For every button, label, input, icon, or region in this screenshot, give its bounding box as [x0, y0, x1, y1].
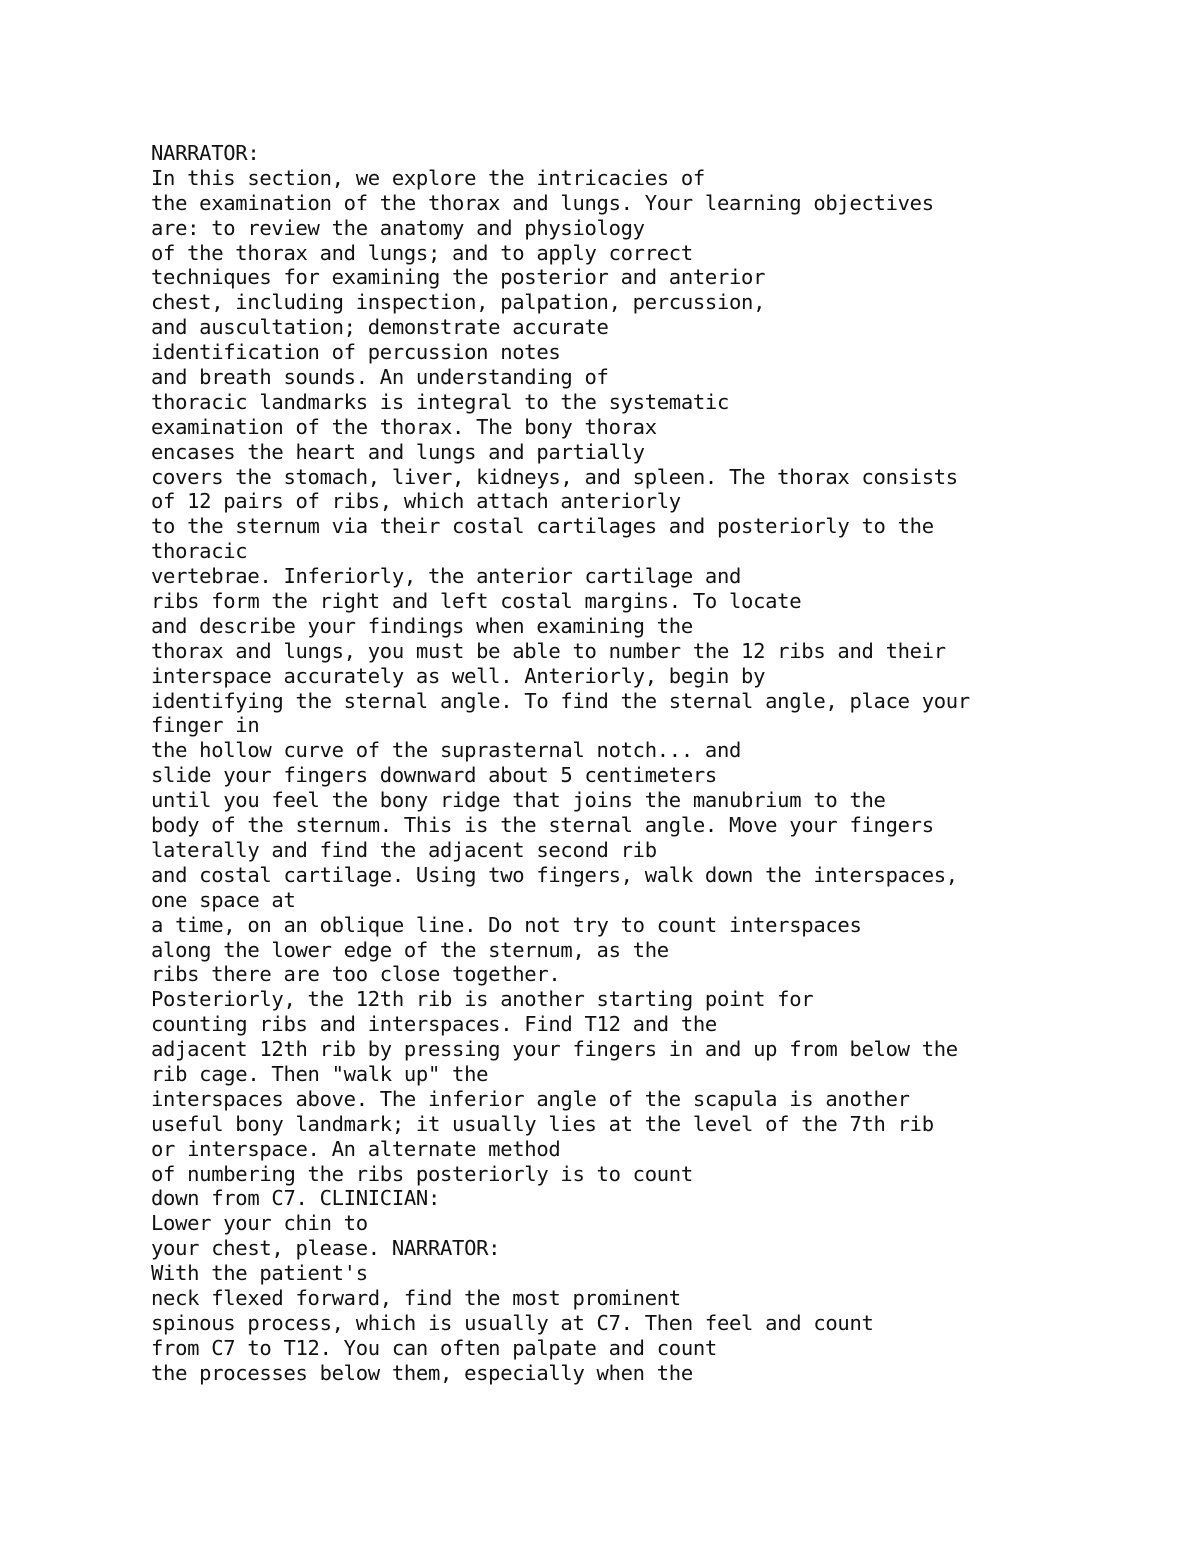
transcript-line: are: to review the anatomy and physiology — [151, 215, 645, 240]
transcript-line: thorax and lungs, you must be able to number the 12 ribs and their — [151, 638, 946, 663]
transcript-line: until you feel the bony ridge that joins the manubrium to the — [151, 788, 886, 813]
transcript-line: chest, including inspection, palpation, percussion, — [151, 290, 766, 315]
transcript-line: With the patient's — [151, 1261, 368, 1286]
transcript-line: ribs form the right and left costal margins. To locate — [151, 589, 802, 614]
transcript-line: the hollow curve of the suprasternal notch... and — [151, 738, 742, 763]
transcript-line: or interspace. An alternate method — [151, 1136, 561, 1161]
transcript-text — [151, 141, 1151, 1386]
transcript-line: vertebrae. Inferiorly, the anterior cartilage and — [151, 564, 742, 589]
transcript-line: identification of percussion notes — [151, 340, 561, 365]
transcript-line: covers the stomach, liver, kidneys, and spleen. The thorax consists — [151, 464, 958, 489]
transcript-line: of the thorax and lungs; and to apply correct — [151, 240, 693, 265]
transcript-line: laterally and find the adjacent second rib — [151, 837, 657, 862]
transcript-line: of numbering the ribs posteriorly is to count — [151, 1161, 693, 1186]
transcript-line: Posteriorly, the 12th rib is another starting point for — [151, 987, 814, 1012]
transcript-line: In this section, we explore the intricacies of — [151, 165, 705, 190]
transcript-line: spinous process, which is usually at C7. Then feel and count — [151, 1310, 874, 1335]
transcript-line: slide your fingers downward about 5 centimeters — [151, 763, 717, 788]
transcript-line: thoracic — [151, 539, 248, 564]
transcript-line: your chest, please. NARRATOR: — [151, 1236, 501, 1261]
transcript-line: ribs there are too close together. — [151, 962, 561, 987]
transcript-line: useful bony landmark; it usually lies at the level of the 7th rib — [151, 1111, 934, 1136]
transcript-line: identifying the sternal angle. To find the sternal angle, place your — [151, 688, 970, 713]
transcript-line: thoracic landmarks is integral to the systematic — [151, 389, 730, 414]
transcript-line: adjacent 12th rib by pressing your fingers in and up from below the — [151, 1037, 958, 1062]
transcript-line: and auscultation; demonstrate accurate — [151, 315, 609, 340]
transcript-line: examination of the thorax. The bony thorax — [151, 414, 657, 439]
transcript-line: and costal cartilage. Using two fingers, walk down the interspaces, — [151, 862, 958, 887]
transcript-line: interspaces above. The inferior angle of the scapula is another — [151, 1086, 910, 1111]
transcript-line: techniques for examining the posterior and anterior — [151, 265, 766, 290]
transcript-line: from C7 to T12. You can often palpate and count — [151, 1335, 717, 1360]
transcript-line: rib cage. Then "walk up" the — [151, 1061, 489, 1086]
transcript-line: NARRATOR: — [151, 141, 260, 165]
transcript-line: Lower your chin to — [151, 1211, 368, 1236]
transcript-line: body of the sternum. This is the sternal angle. Move your fingers — [151, 813, 934, 838]
transcript-line: and describe your findings when examining the — [151, 613, 693, 638]
transcript-line: encases the heart and lungs and partially — [151, 439, 645, 464]
transcript-line: finger in — [151, 713, 260, 738]
transcript-line: along the lower edge of the sternum, as the — [151, 937, 669, 962]
transcript-line: one space at — [151, 887, 296, 912]
transcript-line: counting ribs and interspaces. Find T12 and the — [151, 1012, 717, 1037]
transcript-line: interspace accurately as well. Anteriorly, begin by — [151, 663, 766, 688]
transcript-line: and breath sounds. An understanding of — [151, 365, 609, 390]
transcript-line: a time, on an oblique line. Do not try to count interspaces — [151, 912, 862, 937]
transcript-line: down from C7. CLINICIAN: — [151, 1186, 441, 1211]
transcript-line: to the sternum via their costal cartilages and posteriorly to the — [151, 514, 934, 539]
transcript-line: the processes below them, especially when the — [151, 1360, 693, 1385]
transcript-line: the examination of the thorax and lungs. Your learning objectives — [151, 190, 934, 215]
transcript-line: of 12 pairs of ribs, which attach anteriorly — [151, 489, 681, 514]
transcript-line: neck flexed forward, find the most prominent — [151, 1285, 681, 1310]
